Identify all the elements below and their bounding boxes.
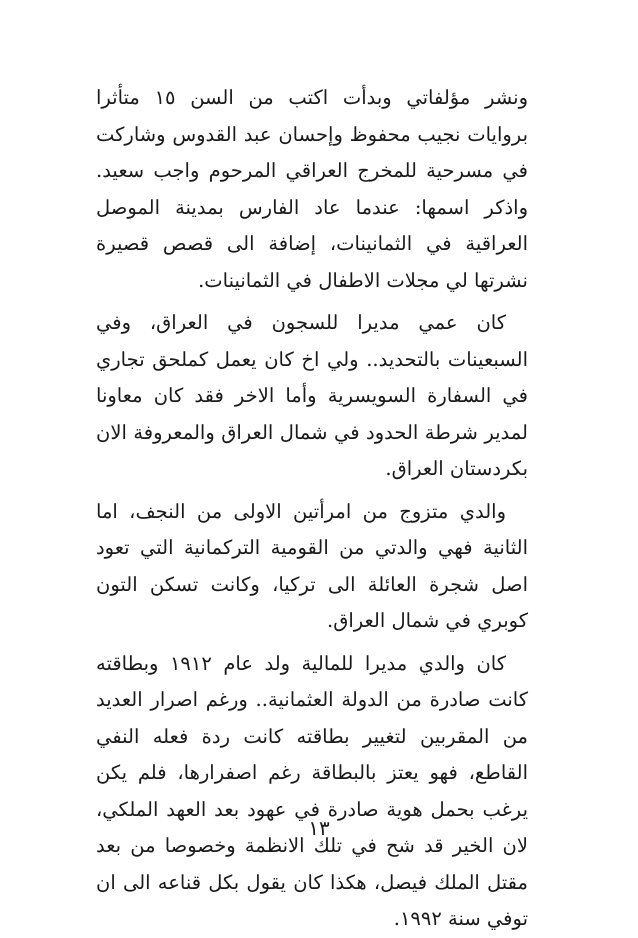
paragraph-2: كان عمي مديرا للسجون في العراق، وفي السبعينات بالتحديد.. ولي اخ كان يعمل كملحق تجاري في السفارة السويسرية وأما الاخر فقد كان معاونا لمدير شرطة الحدود في شمال العراق والمعروفة الان بكردستان العراق. bbox=[96, 311, 528, 480]
paragraph-1: ونشر مؤلفاتي وبدأت اكتب من السن ١٥ متأثرا بروايات نجيب محفوظ وإحسان عبد القدوس وشاركت في مسرحية للمخرج العراقي المرحوم واجب سعيد. واذكر اسمها: عندما عاد الفارس بمدينة الموصل العراقية في الثمانينات، إضافة الى قصص قصيرة نشرتها لي مجلات الاطفال في الثمانينات. bbox=[96, 86, 528, 292]
paragraph-3: والدي متزوج من امرأتين الاولى من النجف، اما الثانية فهي والدتي من القومية التركمانية التي تعود اصل شجرة العائلة الى تركيا، وكانت تسكن التون كوبري في شمال العراق. bbox=[96, 499, 528, 632]
page-body bbox=[96, 80, 528, 938]
page-number: ١٣ bbox=[308, 816, 330, 840]
paragraph-4: كان والدي مديرا للمالية ولد عام ١٩١٢ وبطاقته كانت صادرة من الدولة العثمانية.. ورغم اصرار العديد من المقربين لتغيير بطاقته كانت ردة فعله النفي القاطع، فهو يعتز بالبطاقة رغم اصفرارها، فلم يكن يرغب بحمل هوية صادرة في عهود بعد العهد الملكي، لان الخير قد شح في تلك الانظمة وخصوصا من بعد مقتل الملك فيصل، هكذا كان يقول بكل قناعه الى ان توفي سنة ١٩٩٢. bbox=[96, 651, 528, 930]
